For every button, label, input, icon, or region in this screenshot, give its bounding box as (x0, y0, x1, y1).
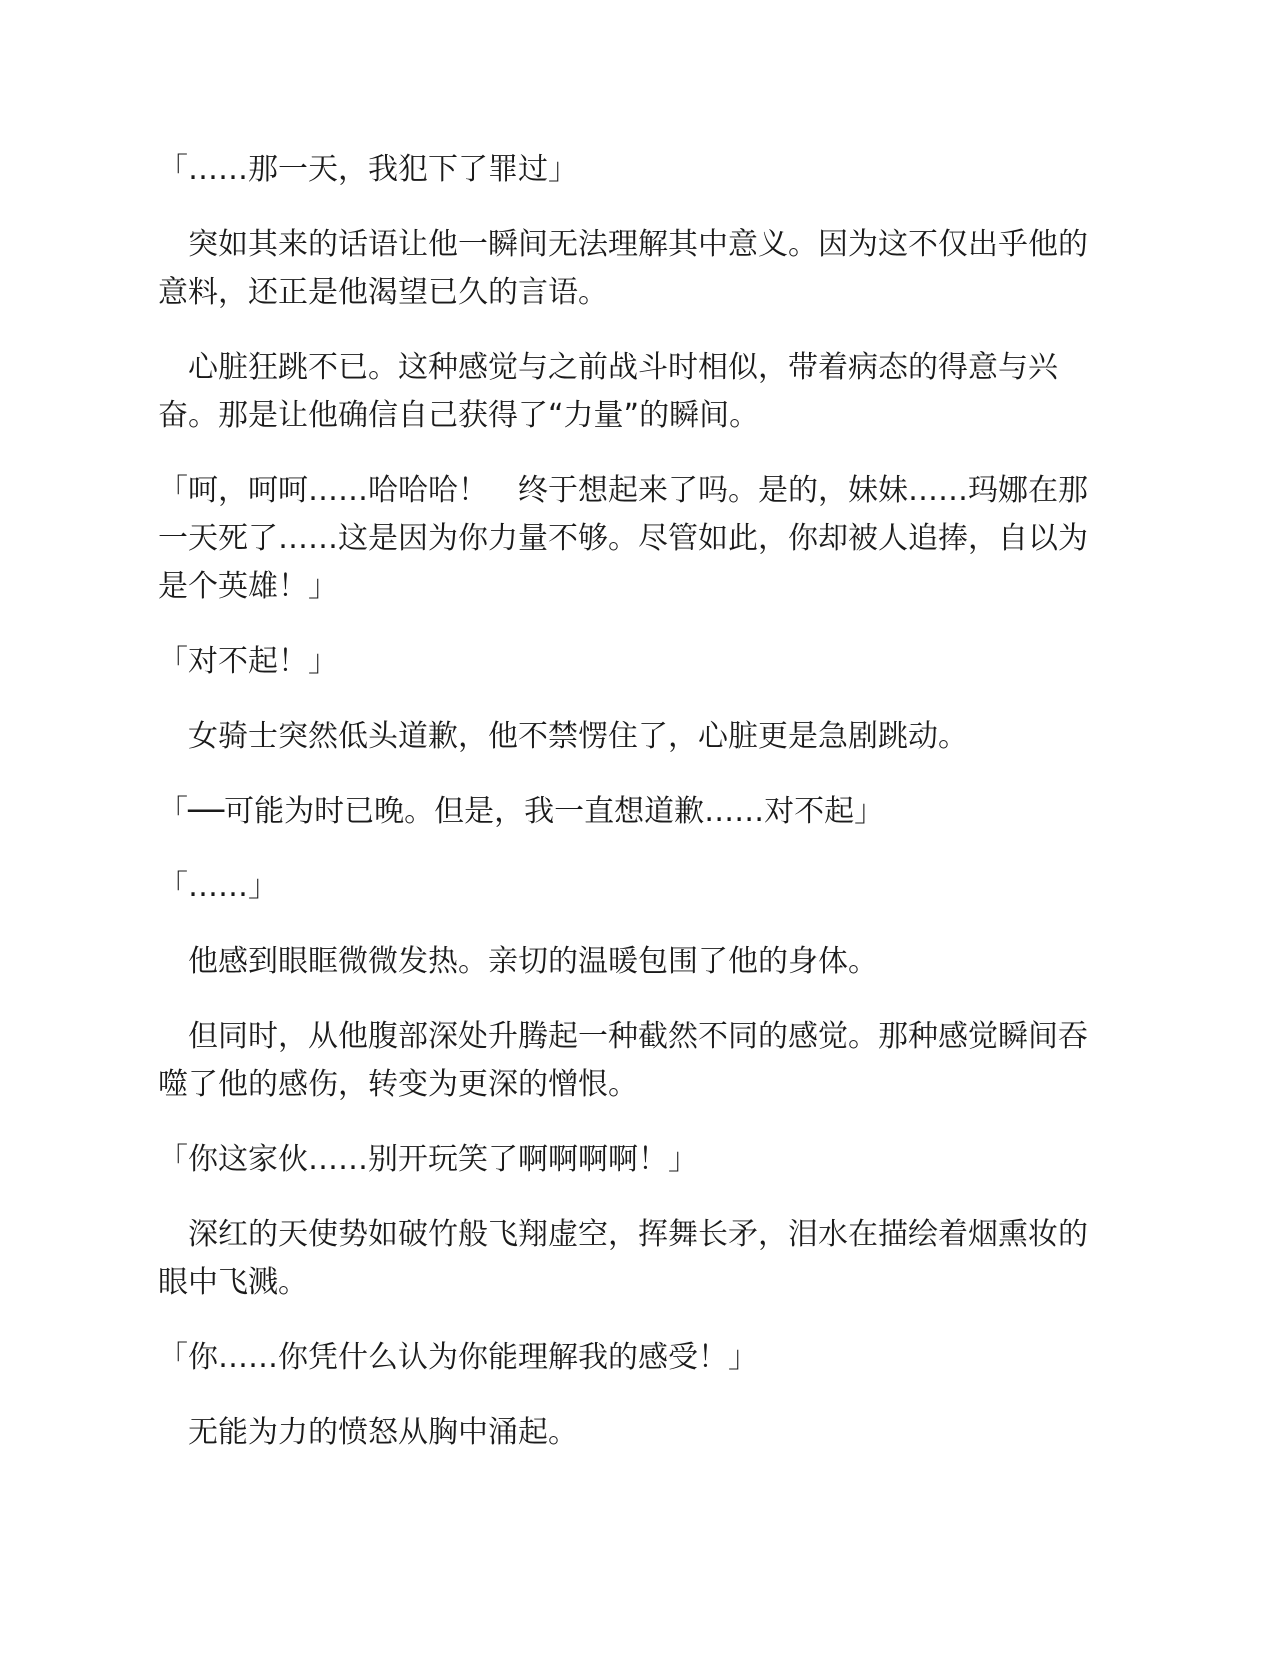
narration-paragraph: 无能为力的愤怒从胸中涌起。 (158, 1415, 578, 1450)
narration-paragraph: 深红的天使势如破竹般飞翔虚空，挥舞长矛，泪水在描绘着烟熏妆的眼中飞溅。 (158, 1217, 1088, 1300)
dialogue-paragraph: 「对不起！」 (158, 644, 338, 679)
dialogue-paragraph: 「你这家伙……别开玩笑了啊啊啊啊！」 (158, 1142, 698, 1177)
narration-paragraph: 心脏狂跳不已。这种感觉与之前战斗时相似，带着病态的得意与兴奋。那是让他确信自己获得了“力量”的瞬间。 (158, 350, 1058, 433)
narration-paragraph: 他感到眼眶微微发热。亲切的温暖包围了他的身体。 (158, 944, 878, 979)
dialogue-paragraph: 「……」 (158, 869, 278, 904)
narration-paragraph: 女骑士突然低头道歉，他不禁愣住了，心脏更是急剧跳动。 (158, 719, 968, 754)
narration-paragraph: 但同时，从他腹部深处升腾起一种截然不同的感觉。那种感觉瞬间吞噬了他的感伤，转变为更深的憎恨。 (158, 1019, 1088, 1102)
narration-paragraph: 突如其来的话语让他一瞬间无法理解其中意义。因为这不仅出乎他的意料，还正是他渴望已久的言语。 (158, 227, 1088, 310)
dialogue-paragraph: 「──可能为时已晚。但是，我一直想道歉……对不起」 (158, 794, 885, 829)
dialogue-paragraph: 「你……你凭什么认为你能理解我的感受！」 (158, 1340, 758, 1375)
dialogue-paragraph: 「……那一天，我犯下了罪过」 (158, 152, 578, 187)
document-page (158, 146, 1108, 1484)
dialogue-paragraph: 「呵，呵呵……哈哈哈！ 终于想起来了吗。是的，妹妹……玛娜在那一天死了……这是因为你力量不够。尽管如此，你却被人追捧，自以为是个英雄！」 (158, 473, 1088, 604)
